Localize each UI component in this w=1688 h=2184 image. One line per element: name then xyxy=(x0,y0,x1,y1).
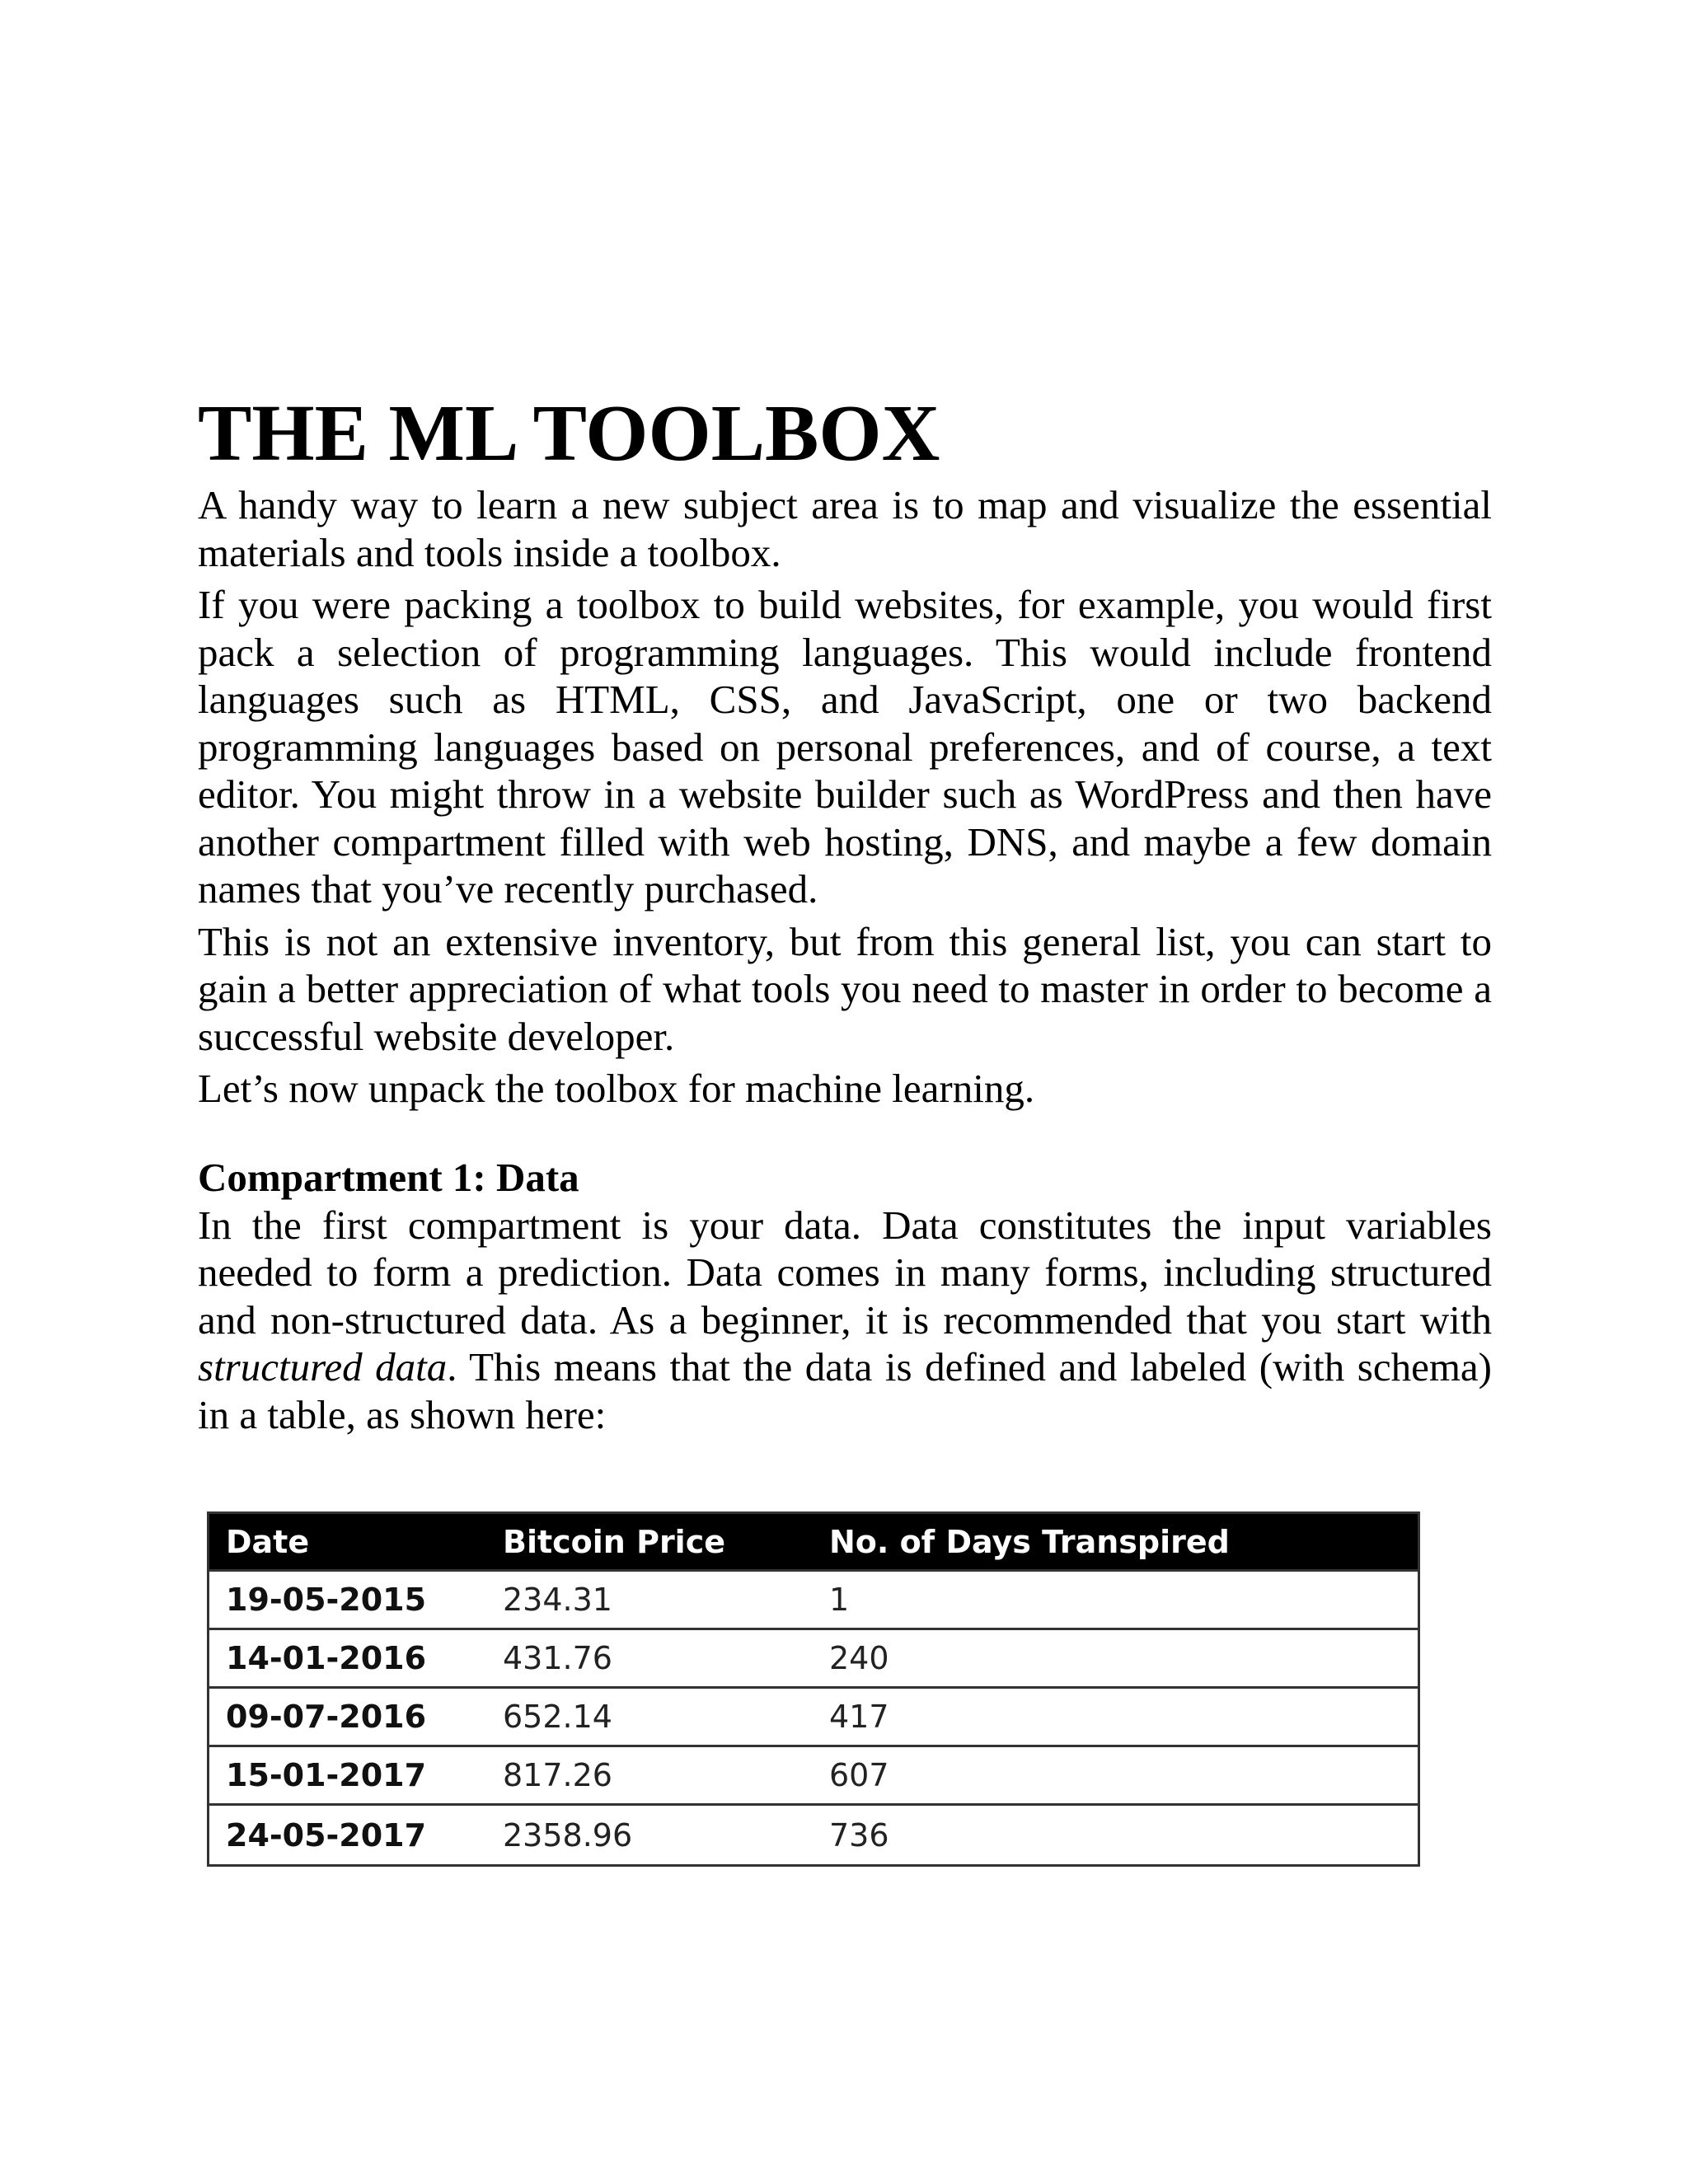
emphasis-structured-data: structured data xyxy=(198,1344,448,1390)
document-body xyxy=(198,387,1492,1443)
cell-price: 431.76 xyxy=(503,1640,612,1676)
table-row xyxy=(209,1689,1418,1747)
cell-date: 09-07-2016 xyxy=(226,1699,427,1735)
page-title: THE ML TOOLBOX xyxy=(198,389,940,478)
cell-days: 1 xyxy=(829,1582,850,1618)
header-days-transpired: No. of Days Transpired xyxy=(829,1523,1230,1560)
paragraph-inventory: This is not an extensive inventory, but from this general list, you can start to gain a better appreciation of what tools you need to master in order to become a successful website developer. xyxy=(198,918,1492,1059)
header-date: Date xyxy=(226,1523,310,1560)
bitcoin-data-table xyxy=(207,1511,1420,1867)
cell-price: 2358.96 xyxy=(503,1816,633,1854)
cell-price: 817.26 xyxy=(503,1757,612,1793)
table-header-row xyxy=(209,1514,1418,1572)
table-row xyxy=(209,1806,1418,1864)
paragraph-text-part: . This means that the data is defined and labeled (with schema) in a table, as shown here: xyxy=(198,1344,1492,1437)
cell-days: 240 xyxy=(829,1640,889,1676)
paragraph-intro: A handy way to learn a new subject area is to map and visualize the essential materials and tools inside a toolbox. xyxy=(198,482,1492,575)
cell-date: 15-01-2017 xyxy=(226,1757,427,1793)
cell-days: 607 xyxy=(829,1757,889,1793)
paragraph-text-part: In the first compartment is your data. Data constitutes the input variables needed to form a prediction. Data comes in many forms, including structured and non-structured data. As a beginner, it is recommended that you start with xyxy=(198,1202,1492,1343)
cell-price: 652.14 xyxy=(503,1699,612,1735)
section-heading-data: Compartment 1: Data xyxy=(198,1154,579,1200)
paragraph-website-toolbox: If you were packing a toolbox to build websites, for example, you would first pack a selection of programming languages. This would include frontend languages such as HTML, CSS, and JavaScript, one or two backend programming languages based on personal preferences, and of course, a text editor. You might throw in a website builder such as WordPress and then have another compartment filled with web hosting, DNS, and maybe a few domain names that you’ve recently purchased. xyxy=(198,582,1492,912)
table-row xyxy=(209,1630,1418,1689)
table-row xyxy=(209,1747,1418,1806)
table-row xyxy=(209,1572,1418,1630)
cell-price: 234.31 xyxy=(503,1582,612,1618)
cell-date: 19-05-2015 xyxy=(226,1582,427,1618)
cell-days: 417 xyxy=(829,1699,889,1735)
paragraph-compartment-data xyxy=(198,1202,1492,1439)
cell-date: 14-01-2016 xyxy=(226,1640,427,1676)
cell-date: 24-05-2017 xyxy=(226,1816,427,1854)
header-bitcoin-price: Bitcoin Price xyxy=(503,1523,726,1560)
cell-days: 736 xyxy=(829,1816,889,1854)
paragraph-unpack: Let’s now unpack the toolbox for machine learning. xyxy=(198,1066,1035,1111)
